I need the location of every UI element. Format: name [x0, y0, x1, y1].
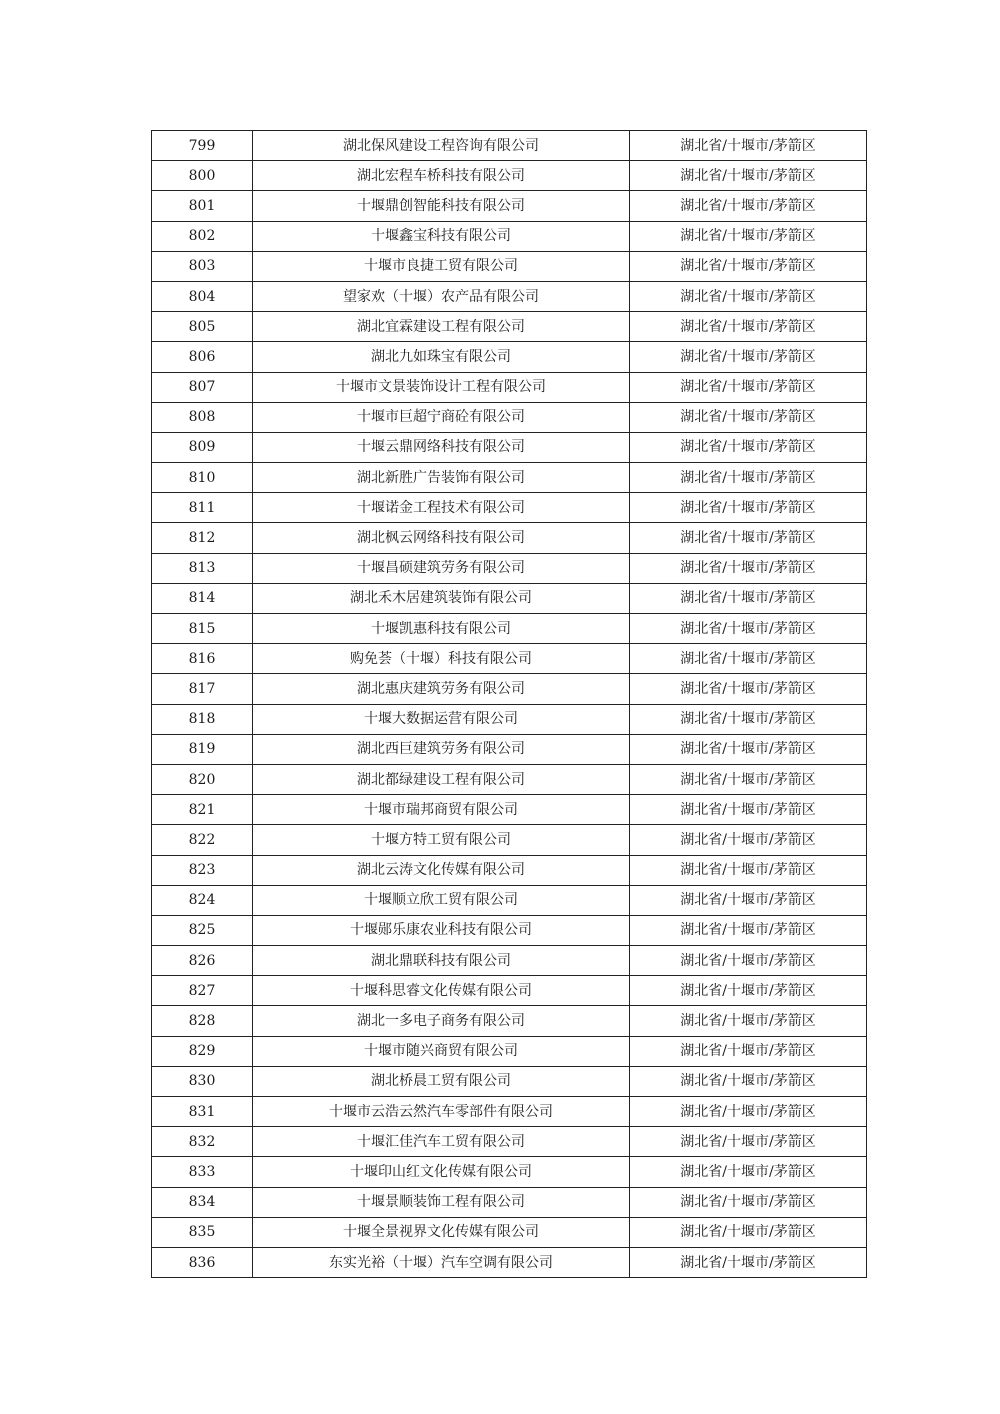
region: 湖北省/十堰市/茅箭区 — [630, 614, 867, 644]
table-row — [152, 432, 867, 462]
row-number: 821 — [152, 795, 253, 825]
company-list-table — [151, 130, 867, 1278]
row-number: 805 — [152, 312, 253, 342]
region: 湖北省/十堰市/茅箭区 — [630, 1247, 867, 1277]
table-row — [152, 1217, 867, 1247]
region: 湖北省/十堰市/茅箭区 — [630, 583, 867, 613]
table-row — [152, 1097, 867, 1127]
company-name: 十堰鑫宝科技有限公司 — [253, 221, 630, 251]
company-name: 十堰市随兴商贸有限公司 — [253, 1036, 630, 1066]
table-row — [152, 463, 867, 493]
company-name: 十堰景顺装饰工程有限公司 — [253, 1187, 630, 1217]
company-name: 十堰方特工贸有限公司 — [253, 825, 630, 855]
row-number: 813 — [152, 553, 253, 583]
region: 湖北省/十堰市/茅箭区 — [630, 1006, 867, 1036]
table-row — [152, 976, 867, 1006]
region: 湖北省/十堰市/茅箭区 — [630, 553, 867, 583]
company-name: 十堰诺金工程技术有限公司 — [253, 493, 630, 523]
region: 湖北省/十堰市/茅箭区 — [630, 1066, 867, 1096]
row-number: 832 — [152, 1127, 253, 1157]
company-name: 湖北一多电子商务有限公司 — [253, 1006, 630, 1036]
company-name: 十堰科思睿文化传媒有限公司 — [253, 976, 630, 1006]
row-number: 830 — [152, 1066, 253, 1096]
company-name: 湖北宜霖建设工程有限公司 — [253, 312, 630, 342]
company-name: 十堰大数据运营有限公司 — [253, 704, 630, 734]
row-number: 835 — [152, 1217, 253, 1247]
table-row — [152, 281, 867, 311]
company-name: 十堰市云浩云然汽车零部件有限公司 — [253, 1097, 630, 1127]
table-row — [152, 644, 867, 674]
row-number: 836 — [152, 1247, 253, 1277]
table-row — [152, 704, 867, 734]
region: 湖北省/十堰市/茅箭区 — [630, 855, 867, 885]
region: 湖北省/十堰市/茅箭区 — [630, 402, 867, 432]
row-number: 831 — [152, 1097, 253, 1127]
row-number: 829 — [152, 1036, 253, 1066]
row-number: 819 — [152, 734, 253, 764]
row-number: 818 — [152, 704, 253, 734]
table-row — [152, 342, 867, 372]
company-name: 湖北鼎联科技有限公司 — [253, 946, 630, 976]
company-name: 湖北惠庆建筑劳务有限公司 — [253, 674, 630, 704]
table-row — [152, 1157, 867, 1187]
table-row — [152, 553, 867, 583]
table-row — [152, 764, 867, 794]
row-number: 807 — [152, 372, 253, 402]
table-row — [152, 131, 867, 161]
company-name: 十堰市巨超宁商砼有限公司 — [253, 402, 630, 432]
region: 湖北省/十堰市/茅箭区 — [630, 432, 867, 462]
table-row — [152, 372, 867, 402]
company-name: 湖北保风建设工程咨询有限公司 — [253, 131, 630, 161]
table-row — [152, 221, 867, 251]
table-row — [152, 946, 867, 976]
company-name: 湖北云涛文化传媒有限公司 — [253, 855, 630, 885]
table-row — [152, 1187, 867, 1217]
row-number: 825 — [152, 915, 253, 945]
table-row — [152, 161, 867, 191]
row-number: 815 — [152, 614, 253, 644]
region: 湖北省/十堰市/茅箭区 — [630, 1097, 867, 1127]
table-row — [152, 1127, 867, 1157]
region: 湖北省/十堰市/茅箭区 — [630, 523, 867, 553]
row-number: 816 — [152, 644, 253, 674]
region: 湖北省/十堰市/茅箭区 — [630, 251, 867, 281]
table-row — [152, 1036, 867, 1066]
row-number: 817 — [152, 674, 253, 704]
region: 湖北省/十堰市/茅箭区 — [630, 946, 867, 976]
row-number: 803 — [152, 251, 253, 281]
row-number: 833 — [152, 1157, 253, 1187]
company-name: 十堰凯惠科技有限公司 — [253, 614, 630, 644]
company-name: 湖北都绿建设工程有限公司 — [253, 764, 630, 794]
region: 湖北省/十堰市/茅箭区 — [630, 1157, 867, 1187]
row-number: 826 — [152, 946, 253, 976]
row-number: 820 — [152, 764, 253, 794]
company-name: 湖北新胜广告装饰有限公司 — [253, 463, 630, 493]
region: 湖北省/十堰市/茅箭区 — [630, 191, 867, 221]
company-name: 十堰云鼎网络科技有限公司 — [253, 432, 630, 462]
region: 湖北省/十堰市/茅箭区 — [630, 131, 867, 161]
row-number: 800 — [152, 161, 253, 191]
table-row — [152, 493, 867, 523]
region: 湖北省/十堰市/茅箭区 — [630, 493, 867, 523]
region: 湖北省/十堰市/茅箭区 — [630, 915, 867, 945]
row-number: 809 — [152, 432, 253, 462]
company-name: 购免荟（十堰）科技有限公司 — [253, 644, 630, 674]
region: 湖北省/十堰市/茅箭区 — [630, 644, 867, 674]
region: 湖北省/十堰市/茅箭区 — [630, 795, 867, 825]
region: 湖北省/十堰市/茅箭区 — [630, 312, 867, 342]
row-number: 812 — [152, 523, 253, 553]
region: 湖北省/十堰市/茅箭区 — [630, 976, 867, 1006]
table-body — [152, 131, 867, 1278]
company-name: 十堰鼎创智能科技有限公司 — [253, 191, 630, 221]
company-name: 湖北宏程车桥科技有限公司 — [253, 161, 630, 191]
region: 湖北省/十堰市/茅箭区 — [630, 704, 867, 734]
table-row — [152, 825, 867, 855]
region: 湖北省/十堰市/茅箭区 — [630, 1217, 867, 1247]
row-number: 810 — [152, 463, 253, 493]
company-name: 十堰郧乐康农业科技有限公司 — [253, 915, 630, 945]
table-row — [152, 583, 867, 613]
region: 湖北省/十堰市/茅箭区 — [630, 221, 867, 251]
row-number: 806 — [152, 342, 253, 372]
region: 湖北省/十堰市/茅箭区 — [630, 1036, 867, 1066]
table-row — [152, 855, 867, 885]
region: 湖北省/十堰市/茅箭区 — [630, 825, 867, 855]
company-name: 十堰印山红文化传媒有限公司 — [253, 1157, 630, 1187]
table-row — [152, 1006, 867, 1036]
table-row — [152, 795, 867, 825]
company-name: 十堰市文景装饰设计工程有限公司 — [253, 372, 630, 402]
region: 湖北省/十堰市/茅箭区 — [630, 764, 867, 794]
company-name: 湖北桥晨工贸有限公司 — [253, 1066, 630, 1096]
region: 湖北省/十堰市/茅箭区 — [630, 342, 867, 372]
company-name: 湖北西巨建筑劳务有限公司 — [253, 734, 630, 764]
region: 湖北省/十堰市/茅箭区 — [630, 1187, 867, 1217]
table-row — [152, 191, 867, 221]
row-number: 802 — [152, 221, 253, 251]
company-name: 望家欢（十堰）农产品有限公司 — [253, 281, 630, 311]
company-name: 湖北枫云网络科技有限公司 — [253, 523, 630, 553]
company-name: 十堰市良捷工贸有限公司 — [253, 251, 630, 281]
row-number: 828 — [152, 1006, 253, 1036]
table-row — [152, 915, 867, 945]
table-row — [152, 312, 867, 342]
row-number: 801 — [152, 191, 253, 221]
region: 湖北省/十堰市/茅箭区 — [630, 281, 867, 311]
company-name: 十堰全景视界文化传媒有限公司 — [253, 1217, 630, 1247]
region: 湖北省/十堰市/茅箭区 — [630, 161, 867, 191]
company-name: 十堰汇佳汽车工贸有限公司 — [253, 1127, 630, 1157]
row-number: 827 — [152, 976, 253, 1006]
table-row — [152, 251, 867, 281]
row-number: 834 — [152, 1187, 253, 1217]
table-row — [152, 402, 867, 432]
company-name: 十堰顺立欣工贸有限公司 — [253, 885, 630, 915]
region: 湖北省/十堰市/茅箭区 — [630, 1127, 867, 1157]
company-name: 东实光裕（十堰）汽车空调有限公司 — [253, 1247, 630, 1277]
table-row — [152, 1066, 867, 1096]
table-row — [152, 885, 867, 915]
table-row — [152, 614, 867, 644]
row-number: 811 — [152, 493, 253, 523]
region: 湖北省/十堰市/茅箭区 — [630, 885, 867, 915]
row-number: 822 — [152, 825, 253, 855]
region: 湖北省/十堰市/茅箭区 — [630, 372, 867, 402]
row-number: 808 — [152, 402, 253, 432]
company-name: 湖北九如珠宝有限公司 — [253, 342, 630, 372]
table-row — [152, 734, 867, 764]
region: 湖北省/十堰市/茅箭区 — [630, 463, 867, 493]
row-number: 814 — [152, 583, 253, 613]
company-name: 十堰市瑞邦商贸有限公司 — [253, 795, 630, 825]
row-number: 804 — [152, 281, 253, 311]
row-number: 824 — [152, 885, 253, 915]
table-row — [152, 523, 867, 553]
company-name: 湖北禾木居建筑装饰有限公司 — [253, 583, 630, 613]
table-row — [152, 1247, 867, 1277]
company-name: 十堰昌硕建筑劳务有限公司 — [253, 553, 630, 583]
row-number: 823 — [152, 855, 253, 885]
table-row — [152, 674, 867, 704]
region: 湖北省/十堰市/茅箭区 — [630, 674, 867, 704]
row-number: 799 — [152, 131, 253, 161]
region: 湖北省/十堰市/茅箭区 — [630, 734, 867, 764]
